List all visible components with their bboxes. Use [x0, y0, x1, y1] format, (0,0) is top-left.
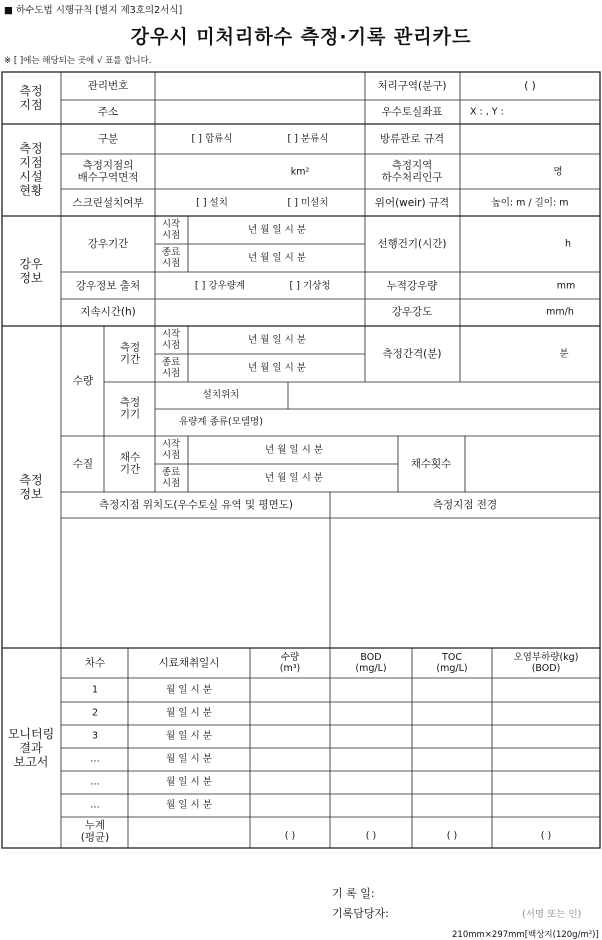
meter-type-label: 유량계 종류(모델명): [179, 416, 263, 428]
table-row-number: …: [90, 799, 100, 811]
page-title: 강우시 미처리하수 측정·기록 관리카드: [130, 26, 472, 48]
pop-unit: 명: [553, 166, 563, 178]
sample-start-datetime: 년 월 일 시 분: [265, 444, 323, 456]
col-header-flow: 수량 (m³): [279, 651, 301, 674]
area-label: 측정지점의 배수구역면적: [77, 159, 139, 184]
col-header-bod: BOD (mg/L): [355, 651, 387, 674]
device-label: 측정 기기: [119, 396, 141, 421]
rain-period-label: 강우기간: [87, 237, 129, 250]
coord-label: 우수토실좌표: [381, 105, 443, 118]
flow-label: 수량: [72, 374, 94, 387]
sample-count-label: 채수횟수: [410, 457, 452, 470]
weir-label: 위어(weir) 규격: [374, 196, 450, 209]
table-row-number: 1: [91, 684, 99, 696]
mgmt-no-label: 관리번호: [87, 79, 129, 92]
cumulative-unit: mm: [556, 280, 576, 292]
source-label: 강우정보 출처: [75, 279, 141, 292]
intensity-unit: mm/h: [546, 306, 574, 318]
rain-start-datetime: 년 월 일 시 분: [248, 224, 306, 236]
total-flow: ( ): [284, 830, 296, 842]
zone-label: 처리구역(분구): [377, 79, 447, 92]
col-header-load: 오염부하량(kg) (BOD): [513, 651, 579, 674]
total-toc: ( ): [446, 830, 458, 842]
interval-unit: 분: [559, 348, 569, 360]
location-map-label: 측정지점 위치도(우수토실 유역 및 평면도): [99, 498, 293, 511]
combined-checkbox[interactable]: [ ] 합류식: [191, 133, 233, 145]
section-rain: 강우 정보: [19, 256, 43, 285]
cumulative-label: 누적강우량: [386, 279, 438, 292]
regulation-header: ■ 하수도법 시행규칙 [별지 제3호의2서식]: [4, 5, 183, 16]
section-monitoring: 모니터링 결과 보고서: [7, 726, 55, 770]
table-row-time: 월 일 시 분: [166, 799, 212, 811]
sample-end-datetime: 년 월 일 시 분: [265, 472, 323, 484]
quality-label: 수질: [72, 457, 94, 470]
signature-hint: (서명 또는 인): [522, 909, 582, 920]
zone-value: ( ): [524, 79, 536, 92]
table-row-number: 3: [91, 730, 99, 742]
discharge-label: 방류관로 규격: [379, 132, 445, 145]
not-installed-checkbox[interactable]: [ ] 미설치: [287, 197, 329, 209]
section-facility: 측정 지점 시설 현황: [19, 141, 43, 199]
section-measure: 측정 정보: [19, 472, 43, 501]
screen-label: 스크린설치여부: [72, 196, 144, 209]
flow-end-label: 종료 시점: [161, 356, 181, 379]
total-load: ( ): [540, 830, 552, 842]
type-label: 구분: [97, 132, 119, 145]
antecedent-unit: h: [564, 238, 572, 250]
sample-start-label: 시작 시점: [161, 438, 181, 461]
sampling-period-label: 채수 기간: [119, 451, 141, 476]
section-site: 측정 지점: [19, 83, 43, 112]
coord-value: X : , Y :: [470, 106, 504, 118]
address-label: 주소: [97, 105, 119, 118]
sample-end-label: 종료 시점: [161, 466, 181, 489]
table-row-time: 월 일 시 분: [166, 707, 212, 719]
table-row-number: …: [90, 753, 100, 765]
kma-checkbox[interactable]: [ ] 기상청: [289, 280, 331, 292]
col-header-sample-time: 시료채취일시: [158, 656, 220, 669]
table-row-time: 월 일 시 분: [166, 730, 212, 742]
flow-period-label: 측정 기간: [119, 341, 141, 366]
separate-checkbox[interactable]: [ ] 분류식: [287, 133, 329, 145]
rain-end-datetime: 년 월 일 시 분: [248, 252, 306, 264]
flow-start-label: 시작 시점: [161, 328, 181, 351]
gauge-checkbox[interactable]: [ ] 강우량계: [194, 280, 246, 292]
flow-start-datetime: 년 월 일 시 분: [248, 334, 306, 346]
installed-checkbox[interactable]: [ ] 설치: [196, 197, 228, 209]
weir-value: 높이: m / 길이: m: [491, 197, 569, 209]
paper-spec: 210mm×297mm[백상지(120g/m²)]: [452, 930, 599, 940]
table-row-time: 월 일 시 분: [166, 753, 212, 765]
record-date-label: 기 록 일:: [332, 887, 375, 900]
duration-label: 지속시간(h): [80, 305, 136, 318]
col-header-toc: TOC (mg/L): [436, 651, 468, 674]
panorama-label: 측정지점 전경: [432, 498, 498, 511]
interval-label: 측정간격(분): [382, 347, 442, 360]
col-header-round: 차수: [84, 656, 106, 669]
area-unit: km²: [290, 166, 310, 178]
pop-label: 측정지역 하수처리인구: [381, 159, 443, 184]
antecedent-label: 선행건기(시간): [377, 237, 447, 250]
total-label: 누계 (평균): [80, 819, 110, 844]
table-row-time: 월 일 시 분: [166, 776, 212, 788]
intensity-label: 강우강도: [391, 305, 433, 318]
recorder-label: 기록담당자:: [332, 907, 389, 920]
table-row-number: …: [90, 776, 100, 788]
install-loc-label: 설치위치: [202, 389, 240, 401]
rain-end-label: 종료 시점: [161, 246, 181, 269]
table-row-number: 2: [91, 707, 99, 719]
instruction-note: ※ [ ]에는 해당되는 곳에 √ 표를 합니다.: [4, 56, 152, 66]
flow-end-datetime: 년 월 일 시 분: [248, 362, 306, 374]
table-row-time: 월 일 시 분: [166, 684, 212, 696]
rain-start-label: 시작 시점: [161, 218, 181, 241]
total-bod: ( ): [365, 830, 377, 842]
